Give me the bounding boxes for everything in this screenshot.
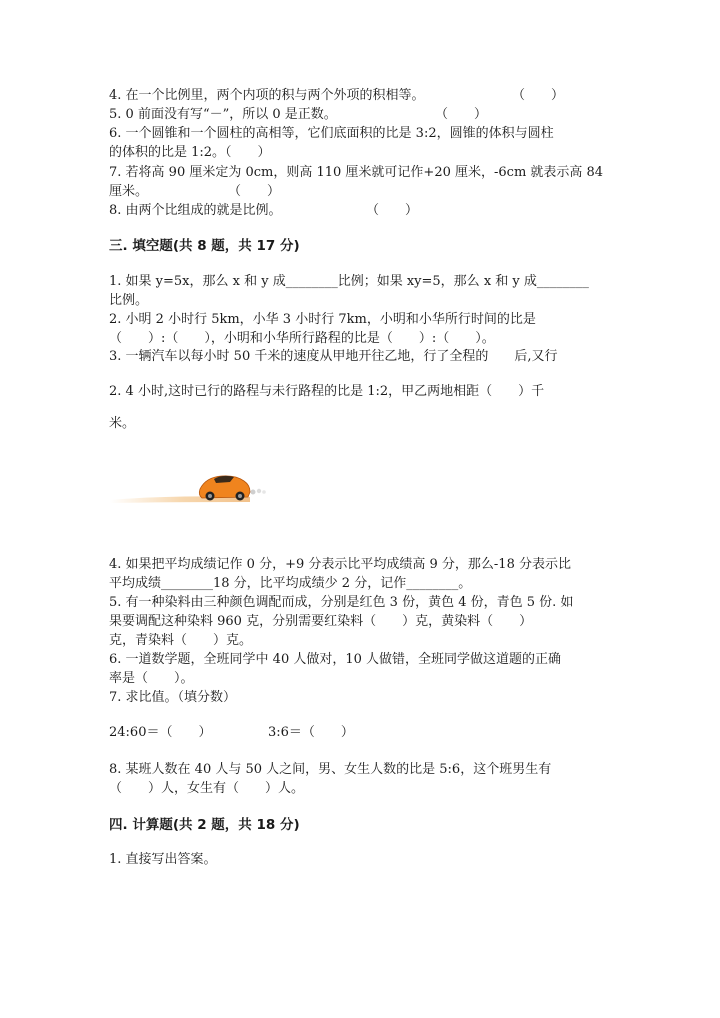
q3-1-text-line1: 1. 如果 y=5x，那么 x 和 y 成________比例；如果 xy=5，那么 x 和 y 成________ [109,274,589,289]
q3-5-text-line3: 克，青染料（ ）克。 [109,633,253,648]
q3-4-text-line2: 平均成绩________18 分，比平均成绩少 2 分，记作________。 [109,576,472,591]
q2-4-answer-blank[interactable]: （ ） [512,88,565,103]
section3-title: 三. 填空题(共 8 题，共 17 分) [109,238,300,254]
q3-1-text-line2: 比例。 [109,293,149,308]
q4-1-text: 1. 直接写出答案。 [109,852,217,867]
q3-5-text-line1: 5. 有一种染料由三种颜色调配而成，分别是红色 3 份，黄色 4 份，青色 5 份. 如 [109,595,574,610]
q2-8-answer-blank[interactable]: （ ） [366,203,419,218]
q3-7-text: 7. 求比值。（填分数） [109,690,237,705]
q2-5-answer-blank[interactable]: （ ） [435,107,488,122]
q2-5-text: 5. 0 前面没有写“－”，所以 0 是正数。 [109,107,337,122]
q3-2-text-line1: 2. 小明 2 小时行 5km，小华 3 小时行 7km，小明和小华所行时间的比是 [109,312,536,327]
q3-3-text-line2: 2. 4 小时,这时已行的路程与未行路程的比是 1:2，甲乙两地相距（ ）千 [109,384,545,399]
q2-6-text-line1: 6. 一个圆锥和一个圆柱的高相等，它们底面积的比是 3:2，圆锥的体积与圆柱 [109,126,554,141]
q3-2-text-line2: （ ）:（ ），小明和小华所行路程的比是（ ）:（ ）。 [109,331,495,346]
q3-3-text-line3: 米。 [109,416,136,431]
q3-6-text-line1: 6. 一道数学题，全班同学中 40 人做对，10 人做错，全班同学做这道题的正确 [109,652,562,667]
q2-7-text-line1: 7. 若将高 90 厘米定为 0cm，则高 110 厘米就可记作+20 厘米，-6cm 就表示高 84 [109,165,604,180]
q2-8-text: 8. 由两个比组成的就是比例。 [109,203,282,218]
q2-7-text-line2: 厘米。 [109,184,149,199]
q2-7-answer-blank[interactable]: （ ） [228,184,281,199]
q3-3-text-line1: 3. 一辆汽车以每小时 50 千米的速度从甲地开往乙地，行了全程的 后,又行 [109,349,558,364]
q3-8-text-line1: 8. 某班人数在 40 人与 50 人之间，男、女生人数的比是 5:6，这个班男生有 [109,762,552,777]
q3-8-text-line2: （ ）人，女生有（ ）人。 [109,781,305,796]
section4-title: 四. 计算题(共 2 题，共 18 分) [109,817,300,833]
q3-7-part-b: 3:6＝（ ） [268,725,354,740]
q3-5-text-line2: 果要调配这种染料 960 克，分别需要红染料（ ）克，黄染料（ ） [109,614,533,629]
q3-7-part-a: 24:60＝（ ） [109,725,212,740]
q2-4-text: 4. 在一个比例里，两个内项的积与两个外项的积相等。 [109,88,425,103]
orange-race-car-icon [110,465,270,510]
q3-4-text-line1: 4. 如果把平均成绩记作 0 分，+9 分表示比平均成绩高 9 分，那么-18 分表示比 [109,557,571,572]
q3-6-text-line2: 率是（ ）。 [109,671,194,686]
q2-6-text-line2: 的体积的比是 1:2。（ ） [109,145,271,160]
